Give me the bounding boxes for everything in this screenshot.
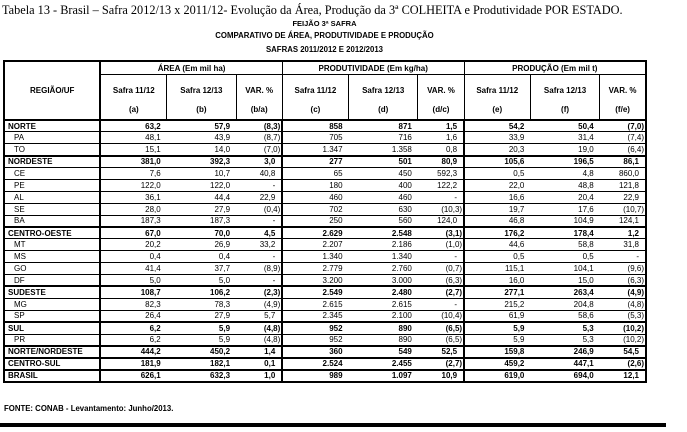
value-cell: 2.779	[282, 263, 348, 275]
sub-column-header	[349, 75, 418, 121]
row-label-cell: NORTE	[4, 120, 100, 132]
value-cell: 182,1	[167, 358, 236, 370]
value-cell: 121,8	[600, 179, 646, 191]
value-cell: 560	[349, 215, 418, 227]
value-cell: 26,4	[100, 310, 166, 322]
sub-column-header	[100, 75, 166, 121]
value-cell: 20,2	[100, 239, 166, 251]
value-cell: 2.345	[282, 310, 348, 322]
sub-header-row	[4, 75, 646, 121]
sub-column-season: Safra 12/13	[180, 85, 223, 95]
value-cell: (8,9)	[236, 263, 282, 275]
value-cell: 19,0	[530, 144, 599, 156]
sub-column-header	[418, 75, 464, 121]
value-cell: 447,1	[530, 358, 599, 370]
value-cell: 5,9	[464, 322, 530, 334]
value-cell: 46,8	[464, 215, 530, 227]
table-row	[4, 322, 646, 334]
value-cell: 41,4	[100, 263, 166, 275]
value-cell: -	[236, 215, 282, 227]
value-cell: 44,4	[167, 191, 236, 203]
table-row	[4, 168, 646, 180]
value-cell: 124,1	[600, 215, 646, 227]
value-cell: 858	[282, 120, 348, 132]
value-cell: (6,4)	[600, 144, 646, 156]
value-cell: -	[236, 179, 282, 191]
value-cell: 250	[282, 215, 348, 227]
value-cell: 2.207	[282, 239, 348, 251]
value-cell: 7,6	[100, 168, 166, 180]
sub-column-season: Safra 11/12	[476, 85, 519, 95]
value-cell: 115,1	[464, 263, 530, 275]
value-cell: 196,5	[530, 156, 599, 168]
value-cell: 33,9	[464, 132, 530, 144]
value-cell: 2.186	[349, 239, 418, 251]
table-row	[4, 370, 646, 382]
value-cell: (10,2)	[600, 322, 646, 334]
row-label-cell: SUL	[4, 322, 100, 334]
value-cell: (6,3)	[600, 275, 646, 287]
subtitle-crop: FEIJÃO 3ª SAFRA	[292, 19, 357, 28]
value-cell: 180	[282, 179, 348, 191]
value-cell: 10,9	[418, 370, 464, 382]
value-cell: 44,6	[464, 239, 530, 251]
row-label-cell: NORTE/NORDESTE	[4, 346, 100, 358]
value-cell: 381,0	[100, 156, 166, 168]
value-cell: 1.347	[282, 144, 348, 156]
value-cell: (6,5)	[418, 334, 464, 346]
value-cell: 890	[349, 322, 418, 334]
value-cell: 2.549	[282, 286, 348, 298]
source-note: FONTE: CONAB - Levantamento: Junho/2013.	[4, 404, 174, 413]
value-cell: 48,8	[530, 179, 599, 191]
value-cell: 0,4	[100, 251, 166, 263]
row-label-cell: PE	[4, 179, 100, 191]
value-cell: (10,3)	[418, 203, 464, 215]
value-cell: 277,1	[464, 286, 530, 298]
value-cell: 12,1	[600, 370, 646, 382]
comparison-table	[3, 60, 647, 383]
value-cell: 501	[349, 156, 418, 168]
row-label-cell: BRASIL	[4, 370, 100, 382]
value-cell: 57,9	[167, 120, 236, 132]
value-cell: 989	[282, 370, 348, 382]
production-group-header: PRODUÇÃO (Em mil t)	[464, 61, 646, 75]
value-cell: 58,8	[530, 239, 599, 251]
value-cell: 122,0	[100, 179, 166, 191]
value-cell: 187,3	[167, 215, 236, 227]
value-cell: -	[418, 251, 464, 263]
value-cell: (10,4)	[418, 310, 464, 322]
value-cell: 122,2	[418, 179, 464, 191]
value-cell: 104,9	[530, 215, 599, 227]
table-row	[4, 227, 646, 239]
table-row	[4, 132, 646, 144]
value-cell: 626,1	[100, 370, 166, 382]
subtitle-comparison: COMPARATIVO DE ÁREA, PRODUTIVIDADE E PRODUÇÃO	[215, 31, 434, 40]
value-cell: (2,3)	[236, 286, 282, 298]
value-cell: 952	[282, 322, 348, 334]
value-cell: 108,7	[100, 286, 166, 298]
value-cell: (7,0)	[236, 144, 282, 156]
sub-column-header	[600, 75, 646, 121]
value-cell: 159,8	[464, 346, 530, 358]
value-cell: 6,2	[100, 322, 166, 334]
value-cell: 187,3	[100, 215, 166, 227]
sub-column-season: Safra 12/13	[362, 85, 405, 95]
value-cell: 27,9	[167, 203, 236, 215]
value-cell: 22,9	[600, 191, 646, 203]
sub-column-season: Safra 12/13	[543, 85, 587, 95]
table-row	[4, 156, 646, 168]
value-cell: (10,7)	[600, 203, 646, 215]
value-cell: 14,0	[167, 144, 236, 156]
value-cell: 3,0	[236, 156, 282, 168]
table-row	[4, 251, 646, 263]
value-cell: 592,3	[418, 168, 464, 180]
sub-column-variation: VAR. %	[427, 85, 455, 95]
value-cell: (7,0)	[600, 120, 646, 132]
value-cell: 22,9	[236, 191, 282, 203]
value-cell: 122,0	[167, 179, 236, 191]
value-cell: 3.200	[282, 275, 348, 287]
row-label-cell: SE	[4, 203, 100, 215]
row-label-cell: MG	[4, 298, 100, 310]
value-cell: 31,8	[600, 239, 646, 251]
value-cell: 82,3	[100, 298, 166, 310]
value-cell: -	[418, 298, 464, 310]
value-cell: 104,1	[530, 263, 599, 275]
value-cell: 5,9	[464, 334, 530, 346]
value-cell: 1,5	[418, 120, 464, 132]
value-cell: 27,9	[167, 310, 236, 322]
row-label-cell: DF	[4, 275, 100, 287]
value-cell: 860,0	[600, 168, 646, 180]
row-label-cell: CENTRO-OESTE	[4, 227, 100, 239]
page-title: Tabela 13 - Brasil – Safra 2012/13 x 2011/12- Evolução da Área, Produção da 3ª COLHEITA e Produtividade POR ESTADO.	[2, 3, 623, 17]
value-cell: (1,0)	[418, 239, 464, 251]
value-cell: 1.340	[349, 251, 418, 263]
table-row	[4, 346, 646, 358]
sub-column-letter: (d)	[378, 104, 389, 114]
value-cell: 460	[349, 191, 418, 203]
value-cell: 58,6	[530, 310, 599, 322]
value-cell: 444,2	[100, 346, 166, 358]
sub-column-letter: (e)	[492, 104, 503, 114]
value-cell: 0,1	[236, 358, 282, 370]
value-cell: 705	[282, 132, 348, 144]
value-cell: -	[236, 275, 282, 287]
value-cell: 1,4	[236, 346, 282, 358]
value-cell: 5,3	[530, 322, 599, 334]
value-cell: (4,8)	[600, 298, 646, 310]
value-cell: 4,5	[236, 227, 282, 239]
value-cell: 176,2	[464, 227, 530, 239]
value-cell: 5,9	[167, 334, 236, 346]
value-cell: (8,3)	[236, 120, 282, 132]
value-cell: 43,9	[167, 132, 236, 144]
value-cell: 619,0	[464, 370, 530, 382]
table-row	[4, 286, 646, 298]
value-cell: 1,2	[600, 227, 646, 239]
value-cell: 33,2	[236, 239, 282, 251]
value-cell: 16,0	[464, 275, 530, 287]
value-cell: (0,4)	[236, 203, 282, 215]
value-cell: 459,2	[464, 358, 530, 370]
value-cell: 22,0	[464, 179, 530, 191]
value-cell: 17,6	[530, 203, 599, 215]
value-cell: 2.455	[349, 358, 418, 370]
value-cell: 61,9	[464, 310, 530, 322]
value-cell: 48,1	[100, 132, 166, 144]
value-cell: 0,8	[418, 144, 464, 156]
region-uf-header: REGIÃO/UF	[4, 61, 100, 120]
sub-column-letter: (d/c)	[432, 104, 450, 114]
value-cell: (10,2)	[600, 334, 646, 346]
value-cell: 2.629	[282, 227, 348, 239]
value-cell: 871	[349, 120, 418, 132]
table-row	[4, 191, 646, 203]
value-cell: (4,8)	[236, 322, 282, 334]
value-cell: 26,9	[167, 239, 236, 251]
row-label-cell: MT	[4, 239, 100, 251]
sub-column-header	[167, 75, 236, 121]
row-label-cell: CENTRO-SUL	[4, 358, 100, 370]
table-row	[4, 239, 646, 251]
value-cell: 204,8	[530, 298, 599, 310]
value-cell: 0,5	[464, 168, 530, 180]
value-cell: (4,9)	[600, 286, 646, 298]
value-cell: (5,3)	[600, 310, 646, 322]
value-cell: 2.760	[349, 263, 418, 275]
value-cell: 80,9	[418, 156, 464, 168]
value-cell: 360	[282, 346, 348, 358]
value-cell: (8,7)	[236, 132, 282, 144]
value-cell: (2,7)	[418, 358, 464, 370]
value-cell: 5,9	[167, 322, 236, 334]
value-cell: 2.615	[349, 298, 418, 310]
value-cell: 50,4	[530, 120, 599, 132]
value-cell: 277	[282, 156, 348, 168]
row-label-cell: BA	[4, 215, 100, 227]
value-cell: 40,8	[236, 168, 282, 180]
bottom-divider-bar	[0, 423, 666, 427]
value-cell: 5,7	[236, 310, 282, 322]
value-cell: -	[600, 251, 646, 263]
sub-column-letter: (f/e)	[615, 104, 630, 114]
sub-column-season: Safra 11/12	[112, 85, 155, 95]
value-cell: (7,4)	[600, 132, 646, 144]
value-cell: (4,9)	[236, 298, 282, 310]
value-cell: 1,0	[236, 370, 282, 382]
value-cell: 65	[282, 168, 348, 180]
value-cell: 694,0	[530, 370, 599, 382]
table-row	[4, 275, 646, 287]
value-cell: 450	[349, 168, 418, 180]
value-cell: 31,4	[530, 132, 599, 144]
row-label-cell: NORDESTE	[4, 156, 100, 168]
value-cell: 2.480	[349, 286, 418, 298]
value-cell: 2.100	[349, 310, 418, 322]
productivity-group-header: PRODUTIVIDADE (Em kg/ha)	[282, 61, 464, 75]
sub-column-header	[530, 75, 599, 121]
table-row	[4, 144, 646, 156]
value-cell: 1.358	[349, 144, 418, 156]
value-cell: 19,7	[464, 203, 530, 215]
sub-column-variation: VAR. %	[245, 85, 274, 95]
value-cell: 106,2	[167, 286, 236, 298]
table-subtitles	[3, 18, 646, 56]
row-label-cell: GO	[4, 263, 100, 275]
value-cell: 2.524	[282, 358, 348, 370]
value-cell: -	[236, 251, 282, 263]
row-label-cell: AL	[4, 191, 100, 203]
value-cell: 2.615	[282, 298, 348, 310]
value-cell: (4,8)	[236, 334, 282, 346]
table-row	[4, 120, 646, 132]
value-cell: 4,8	[530, 168, 599, 180]
value-cell: 54,5	[600, 346, 646, 358]
value-cell: 3.000	[349, 275, 418, 287]
value-cell: 1.097	[349, 370, 418, 382]
value-cell: 1,6	[418, 132, 464, 144]
row-label-cell: SP	[4, 310, 100, 322]
value-cell: 178,4	[530, 227, 599, 239]
value-cell: 105,6	[464, 156, 530, 168]
sub-column-header	[236, 75, 282, 121]
sub-column-letter: (f)	[561, 104, 570, 114]
row-label-cell: TO	[4, 144, 100, 156]
table-row	[4, 310, 646, 322]
value-cell: (0,7)	[418, 263, 464, 275]
value-cell: 15,1	[100, 144, 166, 156]
value-cell: 5,3	[530, 334, 599, 346]
value-cell: 263,4	[530, 286, 599, 298]
subtitle-seasons: SAFRAS 2011/2012 E 2012/2013	[265, 45, 384, 54]
value-cell: (3,1)	[418, 227, 464, 239]
row-label-cell: PR	[4, 334, 100, 346]
value-cell: -	[418, 191, 464, 203]
table-row	[4, 334, 646, 346]
value-cell: 246,9	[530, 346, 599, 358]
value-cell: 67,0	[100, 227, 166, 239]
value-cell: 20,4	[530, 191, 599, 203]
value-cell: (2,7)	[418, 286, 464, 298]
value-cell: 702	[282, 203, 348, 215]
value-cell: (6,5)	[418, 322, 464, 334]
value-cell: 36,1	[100, 191, 166, 203]
sub-column-variation: VAR. %	[608, 85, 637, 95]
table-row	[4, 263, 646, 275]
row-label-cell: SUDESTE	[4, 286, 100, 298]
value-cell: 20,3	[464, 144, 530, 156]
value-cell: 78,3	[167, 298, 236, 310]
value-cell: 716	[349, 132, 418, 144]
value-cell: 86,1	[600, 156, 646, 168]
value-cell: 6,2	[100, 334, 166, 346]
value-cell: 16,6	[464, 191, 530, 203]
sub-column-header	[464, 75, 530, 121]
table-row	[4, 298, 646, 310]
value-cell: 2.548	[349, 227, 418, 239]
value-cell: 0,5	[530, 251, 599, 263]
row-label-cell: PA	[4, 132, 100, 144]
value-cell: 15,0	[530, 275, 599, 287]
area-group-header: ÁREA (Em mil ha)	[100, 61, 282, 75]
value-cell: 952	[282, 334, 348, 346]
value-cell: 0,4	[167, 251, 236, 263]
value-cell: 215,2	[464, 298, 530, 310]
value-cell: 549	[349, 346, 418, 358]
sub-column-letter: (c)	[310, 104, 321, 114]
value-cell: 54,2	[464, 120, 530, 132]
sub-column-letter: (b)	[196, 104, 207, 114]
group-header-row	[4, 61, 646, 75]
value-cell: 10,7	[167, 168, 236, 180]
value-cell: 632,3	[167, 370, 236, 382]
value-cell: 181,9	[100, 358, 166, 370]
value-cell: 400	[349, 179, 418, 191]
value-cell: 890	[349, 334, 418, 346]
value-cell: 63,2	[100, 120, 166, 132]
value-cell: 37,7	[167, 263, 236, 275]
value-cell: 28,0	[100, 203, 166, 215]
value-cell: (6,3)	[418, 275, 464, 287]
value-cell: 5,0	[100, 275, 166, 287]
sub-column-letter: (a)	[128, 104, 139, 114]
value-cell: 1.340	[282, 251, 348, 263]
value-cell: 460	[282, 191, 348, 203]
value-cell: 5,0	[167, 275, 236, 287]
value-cell: 450,2	[167, 346, 236, 358]
value-cell: 52,5	[418, 346, 464, 358]
table-row	[4, 215, 646, 227]
value-cell: 124,0	[418, 215, 464, 227]
sub-column-letter: (b/a)	[250, 104, 268, 114]
row-label-cell: CE	[4, 168, 100, 180]
table-row	[4, 358, 646, 370]
sub-column-season: Safra 11/12	[294, 85, 337, 95]
value-cell: 0,5	[464, 251, 530, 263]
value-cell: (9,6)	[600, 263, 646, 275]
row-label-cell: MS	[4, 251, 100, 263]
table-row	[4, 203, 646, 215]
sub-column-header	[282, 75, 348, 121]
value-cell: 392,3	[167, 156, 236, 168]
value-cell: (2,6)	[600, 358, 646, 370]
value-cell: 70,0	[167, 227, 236, 239]
value-cell: 630	[349, 203, 418, 215]
table-row	[4, 179, 646, 191]
